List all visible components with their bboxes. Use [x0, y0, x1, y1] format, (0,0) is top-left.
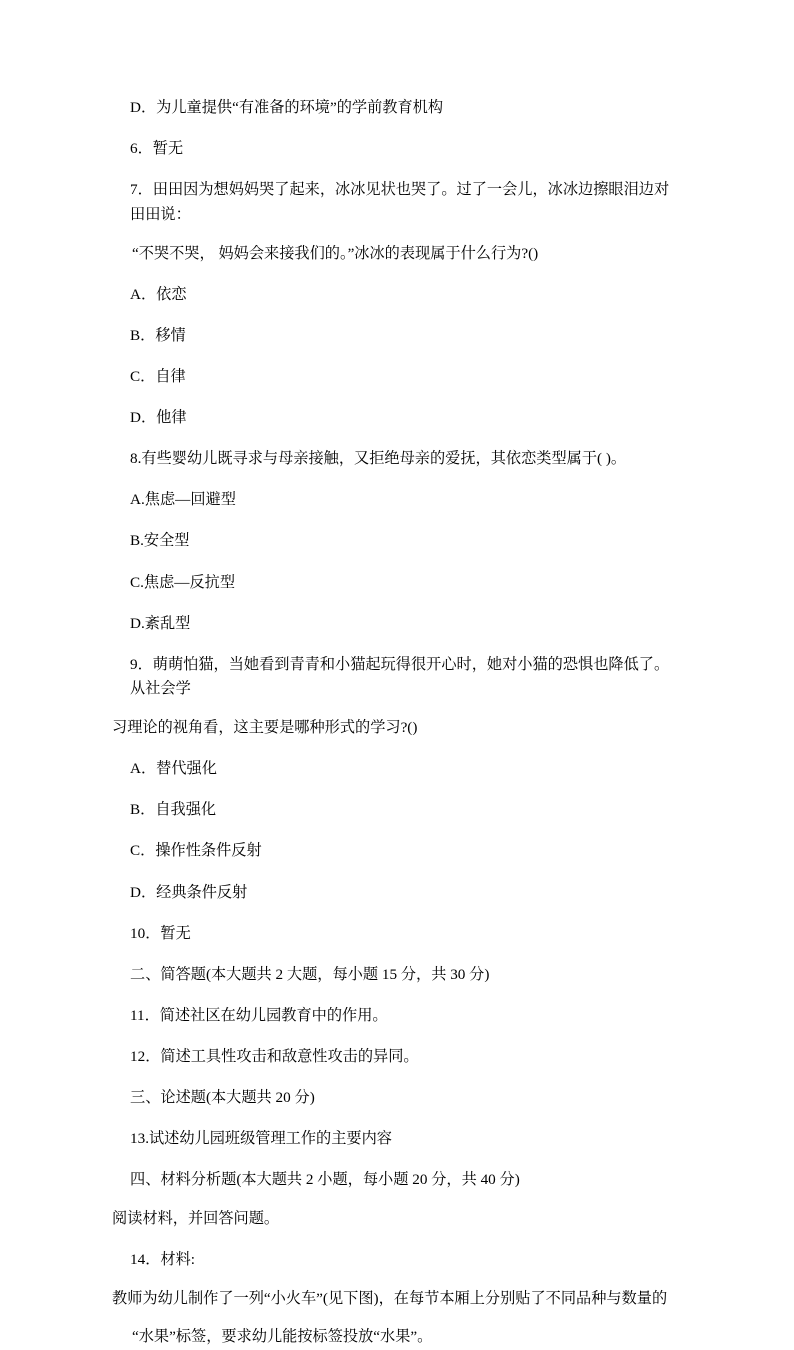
document-line: 11．简述社区在幼儿园教育中的作用。 — [130, 1006, 388, 1024]
document-line: “水果”标签，要求幼儿能按标签投放“水果”。 — [132, 1328, 433, 1346]
document-line: 12．简述工具性攻击和敌意性攻击的异同。 — [130, 1048, 419, 1065]
document-body — [112, 96, 682, 1350]
document-line: D．为儿童提供“有准备的环境”的学前教育机构 — [130, 99, 444, 116]
document-line: 阅读材料，并回答问题。 — [112, 1210, 280, 1227]
document-line: A．依恋 — [130, 285, 187, 303]
document-line: 9．萌萌怕猫，当她看到青青和小猫起玩得很开心时，她对小猫的恐惧也降低了。从社会学 — [130, 655, 670, 698]
document-line: 8.有些婴幼儿既寻求与母亲接触，又拒绝母亲的爱抚，其依恋类型属于( )。 — [130, 450, 627, 468]
document-line: A.焦虑—回避型 — [130, 491, 236, 509]
document-line: A．替代强化 — [130, 760, 217, 778]
document-line: 教师为幼儿制作了一列“小火车”(见下图)，在每节本厢上分别贴了不同品种与数量的 — [112, 1289, 668, 1307]
document-line: 7．田田因为想妈妈哭了起来，冰冰见状也哭了。过了一会儿，冰冰边擦眼泪边对田田说： — [130, 181, 670, 223]
document-line: 6．暂无 — [130, 140, 184, 158]
document-line: B．自我强化 — [130, 801, 217, 819]
document-section-heading: 四、材料分析题(本大题共 2 小题，每小题 20 分，共 40 分) — [130, 1171, 520, 1189]
document-line: D.紊乱型 — [130, 614, 191, 632]
document-line: B.安全型 — [130, 532, 190, 550]
document-line: D．他律 — [130, 409, 187, 426]
document-section-heading: 二、简答题(本大题共 2 大题，每小题 15 分，共 30 分) — [130, 965, 490, 983]
document-line: “不哭不哭， 妈妈会来接我们的。”冰冰的表现属于什么行为?() — [132, 244, 539, 262]
document-line: B．移情 — [130, 326, 186, 344]
document-line: 13.试述幼儿园班级管理工作的主要内容 — [130, 1130, 392, 1148]
document-line: 10．暂无 — [130, 924, 191, 942]
document-line: C．操作性条件反射 — [130, 842, 262, 860]
document-line: C．自律 — [130, 367, 186, 385]
document-line: 习理论的视角看，这主要是哪种形式的学习?() — [112, 719, 418, 736]
document-line: D．经典条件反射 — [130, 883, 248, 901]
document-line: 14．材料: — [130, 1251, 195, 1269]
document-line: C.焦虑—反抗型 — [130, 573, 236, 591]
document-section-heading: 三、论述题(本大题共 20 分) — [130, 1089, 315, 1107]
